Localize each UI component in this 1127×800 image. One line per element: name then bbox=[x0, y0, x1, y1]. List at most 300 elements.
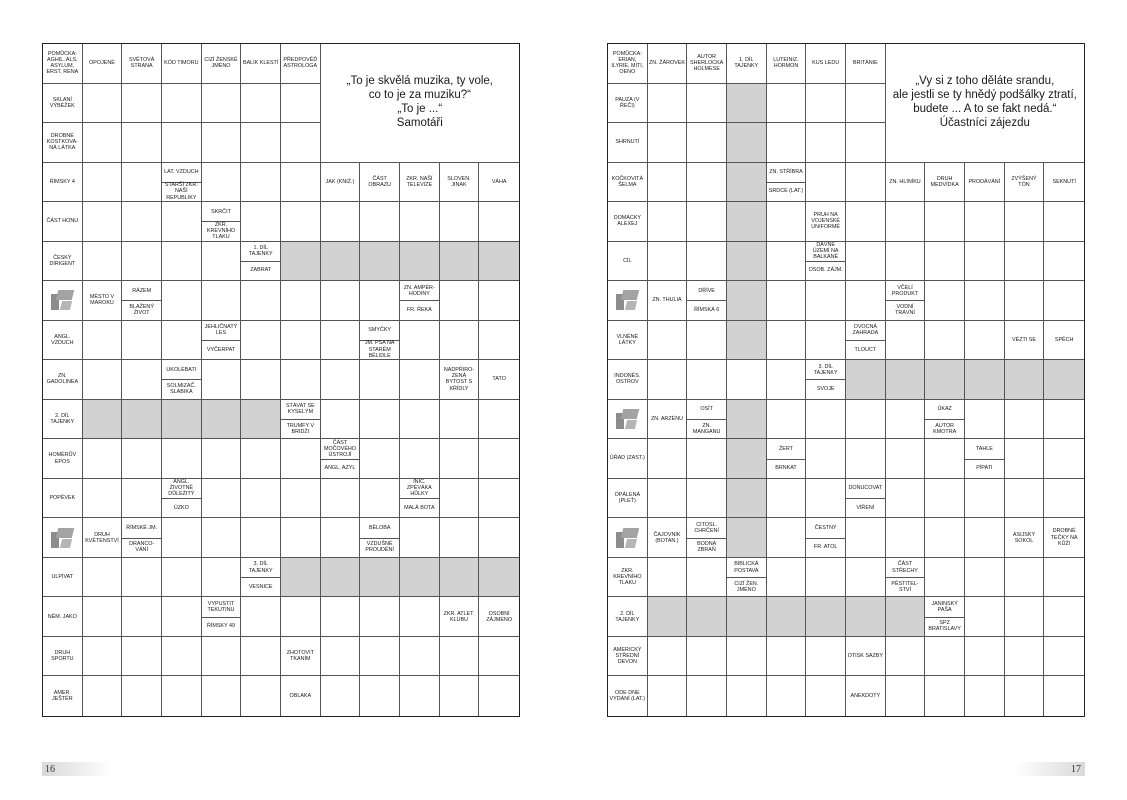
answer-cell[interactable] bbox=[360, 281, 400, 321]
shaded-answer-cell[interactable] bbox=[1005, 360, 1045, 400]
answer-cell[interactable] bbox=[440, 439, 480, 479]
answer-cell[interactable] bbox=[479, 479, 519, 519]
clue-cell bbox=[608, 597, 648, 637]
answer-cell[interactable] bbox=[479, 202, 519, 242]
answer-cell[interactable] bbox=[400, 321, 440, 361]
shaded-answer-cell[interactable] bbox=[281, 242, 321, 282]
answer-cell[interactable] bbox=[241, 84, 281, 124]
answer-cell[interactable] bbox=[360, 676, 400, 716]
answer-cell[interactable] bbox=[202, 439, 242, 479]
answer-cell[interactable] bbox=[321, 281, 361, 321]
answer-cell[interactable] bbox=[806, 163, 846, 203]
answer-cell[interactable] bbox=[360, 597, 400, 637]
answer-cell[interactable] bbox=[687, 321, 727, 361]
shaded-answer-cell[interactable] bbox=[925, 360, 965, 400]
clue-zn-arzenu: ZN. ARZÉNU bbox=[650, 415, 683, 422]
shaded-answer-cell[interactable] bbox=[727, 321, 767, 361]
clue-vypustit-tekutinu: VYPUSTIT TEKUTINU bbox=[207, 600, 235, 614]
answer-cell[interactable] bbox=[400, 400, 440, 440]
answer-cell[interactable] bbox=[846, 123, 886, 163]
shaded-answer-cell[interactable] bbox=[767, 597, 807, 637]
answer-cell[interactable] bbox=[241, 676, 281, 716]
answer-cell[interactable] bbox=[648, 439, 688, 479]
answer-cell[interactable] bbox=[241, 597, 281, 637]
answer-cell[interactable] bbox=[202, 676, 242, 716]
answer-cell[interactable] bbox=[281, 202, 321, 242]
clue-cell bbox=[43, 479, 83, 519]
answer-cell[interactable] bbox=[1044, 400, 1084, 440]
answer-cell[interactable] bbox=[767, 400, 807, 440]
clue-smycky: SMYČKY bbox=[368, 327, 392, 334]
answer-cell[interactable] bbox=[321, 597, 361, 637]
answer-cell[interactable] bbox=[886, 637, 926, 677]
answer-cell[interactable] bbox=[648, 242, 688, 282]
answer-cell[interactable] bbox=[965, 558, 1005, 598]
answer-cell[interactable] bbox=[83, 479, 123, 519]
answer-cell[interactable] bbox=[767, 479, 807, 519]
answer-cell[interactable] bbox=[687, 360, 727, 400]
answer-cell[interactable] bbox=[202, 360, 242, 400]
answer-cell[interactable] bbox=[1044, 676, 1084, 716]
shaded-answer-cell[interactable] bbox=[727, 518, 767, 558]
answer-cell[interactable] bbox=[648, 123, 688, 163]
answer-cell[interactable] bbox=[479, 321, 519, 361]
quote-box bbox=[886, 44, 1084, 163]
answer-cell[interactable] bbox=[965, 202, 1005, 242]
shaded-answer-cell[interactable] bbox=[727, 84, 767, 124]
clue-cell-split bbox=[281, 400, 321, 440]
answer-cell[interactable] bbox=[83, 84, 123, 124]
answer-cell[interactable] bbox=[162, 597, 202, 637]
answer-cell[interactable] bbox=[767, 242, 807, 282]
answer-cell[interactable] bbox=[122, 439, 162, 479]
answer-cell[interactable] bbox=[202, 518, 242, 558]
answer-cell[interactable] bbox=[925, 558, 965, 598]
answer-cell[interactable] bbox=[440, 637, 480, 677]
answer-cell[interactable] bbox=[122, 558, 162, 598]
clue-biblicka-postava: BIBLICKÁ POSTAVA bbox=[734, 561, 759, 574]
shaded-answer-cell[interactable] bbox=[727, 281, 767, 321]
answer-cell[interactable] bbox=[965, 321, 1005, 361]
answer-cell[interactable] bbox=[965, 479, 1005, 519]
answer-cell[interactable] bbox=[479, 518, 519, 558]
answer-cell[interactable] bbox=[83, 676, 123, 716]
shaded-answer-cell[interactable] bbox=[727, 163, 767, 203]
answer-cell[interactable] bbox=[241, 202, 281, 242]
answer-cell[interactable] bbox=[83, 439, 123, 479]
shaded-answer-cell[interactable] bbox=[846, 597, 886, 637]
answer-cell[interactable] bbox=[767, 123, 807, 163]
answer-cell[interactable] bbox=[122, 242, 162, 282]
answer-cell[interactable] bbox=[1005, 676, 1045, 716]
clue-cell bbox=[479, 597, 519, 637]
answer-cell[interactable] bbox=[321, 202, 361, 242]
answer-cell[interactable] bbox=[648, 321, 688, 361]
answer-cell[interactable] bbox=[1005, 242, 1045, 282]
answer-cell[interactable] bbox=[479, 400, 519, 440]
answer-cell[interactable] bbox=[767, 518, 807, 558]
answer-cell[interactable] bbox=[281, 163, 321, 203]
answer-cell[interactable] bbox=[321, 360, 361, 400]
answer-cell[interactable] bbox=[806, 637, 846, 677]
answer-cell[interactable] bbox=[321, 518, 361, 558]
answer-cell[interactable] bbox=[925, 242, 965, 282]
answer-cell[interactable] bbox=[400, 518, 440, 558]
answer-cell[interactable] bbox=[965, 242, 1005, 282]
answer-cell[interactable] bbox=[846, 400, 886, 440]
answer-cell[interactable] bbox=[965, 637, 1005, 677]
answer-cell[interactable] bbox=[806, 400, 846, 440]
answer-cell[interactable] bbox=[806, 321, 846, 361]
shaded-answer-cell[interactable] bbox=[727, 479, 767, 519]
answer-cell[interactable] bbox=[360, 360, 400, 400]
answer-cell[interactable] bbox=[767, 84, 807, 124]
shaded-answer-cell[interactable] bbox=[846, 360, 886, 400]
shaded-answer-cell[interactable] bbox=[1044, 360, 1084, 400]
answer-cell[interactable] bbox=[806, 439, 846, 479]
answer-cell[interactable] bbox=[162, 518, 202, 558]
answer-cell[interactable] bbox=[965, 676, 1005, 716]
answer-cell[interactable] bbox=[846, 163, 886, 203]
answer-cell[interactable] bbox=[925, 637, 965, 677]
answer-cell[interactable] bbox=[122, 84, 162, 124]
answer-cell[interactable] bbox=[767, 321, 807, 361]
answer-cell[interactable] bbox=[767, 676, 807, 716]
answer-cell[interactable] bbox=[83, 321, 123, 361]
answer-cell[interactable] bbox=[886, 518, 926, 558]
answer-cell[interactable] bbox=[281, 439, 321, 479]
answer-cell[interactable] bbox=[360, 479, 400, 519]
shaded-answer-cell[interactable] bbox=[360, 242, 400, 282]
answer-cell[interactable] bbox=[687, 676, 727, 716]
answer-cell[interactable] bbox=[162, 123, 202, 163]
answer-cell[interactable] bbox=[202, 84, 242, 124]
answer-cell[interactable] bbox=[767, 360, 807, 400]
answer-cell[interactable] bbox=[83, 360, 123, 400]
answer-cell[interactable] bbox=[648, 637, 688, 677]
answer-cell[interactable] bbox=[846, 518, 886, 558]
quote-line: budete ... A to se fakt nedá.“ bbox=[913, 102, 1057, 115]
answer-cell[interactable] bbox=[202, 558, 242, 598]
answer-cell[interactable] bbox=[479, 281, 519, 321]
clue-pauza-v-reci: PAUZA (V ŘEČI) bbox=[615, 96, 640, 109]
answer-cell[interactable] bbox=[122, 360, 162, 400]
shaded-answer-cell[interactable] bbox=[122, 400, 162, 440]
answer-cell[interactable] bbox=[360, 400, 400, 440]
answer-cell[interactable] bbox=[687, 202, 727, 242]
answer-cell[interactable] bbox=[321, 321, 361, 361]
answer-cell[interactable] bbox=[1044, 439, 1084, 479]
answer-cell[interactable] bbox=[1005, 558, 1045, 598]
shaded-answer-cell[interactable] bbox=[727, 439, 767, 479]
answer-cell[interactable] bbox=[727, 360, 767, 400]
shaded-answer-cell[interactable] bbox=[83, 400, 123, 440]
shaded-answer-cell[interactable] bbox=[727, 202, 767, 242]
answer-cell[interactable] bbox=[440, 518, 480, 558]
page-number-left: 16 bbox=[42, 762, 112, 776]
answer-cell[interactable] bbox=[400, 439, 440, 479]
answer-cell[interactable] bbox=[440, 479, 480, 519]
answer-cell[interactable] bbox=[440, 281, 480, 321]
answer-cell[interactable] bbox=[1044, 281, 1084, 321]
answer-cell[interactable] bbox=[321, 479, 361, 519]
answer-cell[interactable] bbox=[767, 202, 807, 242]
clue-2-dil-tajenky: 2. DÍL TAJENKY bbox=[50, 412, 75, 425]
answer-cell[interactable] bbox=[360, 439, 400, 479]
answer-cell[interactable] bbox=[321, 637, 361, 677]
answer-cell[interactable] bbox=[925, 676, 965, 716]
answer-cell[interactable] bbox=[806, 558, 846, 598]
answer-cell[interactable] bbox=[202, 123, 242, 163]
answer-cell[interactable] bbox=[83, 242, 123, 282]
answer-cell[interactable] bbox=[241, 518, 281, 558]
answer-cell[interactable] bbox=[440, 202, 480, 242]
answer-cell[interactable] bbox=[400, 360, 440, 400]
answer-cell[interactable] bbox=[122, 479, 162, 519]
answer-cell[interactable] bbox=[886, 202, 926, 242]
answer-cell[interactable] bbox=[241, 321, 281, 361]
answer-cell[interactable] bbox=[440, 321, 480, 361]
shaded-answer-cell[interactable] bbox=[440, 558, 480, 598]
shaded-answer-cell[interactable] bbox=[202, 400, 242, 440]
answer-cell[interactable] bbox=[281, 123, 321, 163]
clue-blazeny-zivot: BLAŽENÝ ŽIVOT bbox=[129, 303, 154, 317]
clue-cell bbox=[648, 400, 688, 440]
shaded-answer-cell[interactable] bbox=[360, 558, 400, 598]
answer-cell[interactable] bbox=[727, 637, 767, 677]
shaded-answer-cell[interactable] bbox=[241, 400, 281, 440]
answer-cell[interactable] bbox=[846, 202, 886, 242]
answer-cell[interactable] bbox=[241, 123, 281, 163]
answer-cell[interactable] bbox=[806, 123, 846, 163]
answer-cell[interactable] bbox=[162, 202, 202, 242]
answer-cell[interactable] bbox=[1005, 637, 1045, 677]
answer-cell[interactable] bbox=[925, 479, 965, 519]
answer-cell[interactable] bbox=[1044, 479, 1084, 519]
answer-cell[interactable] bbox=[281, 479, 321, 519]
shaded-answer-cell[interactable] bbox=[886, 360, 926, 400]
answer-cell[interactable] bbox=[162, 321, 202, 361]
shaded-answer-cell[interactable] bbox=[321, 558, 361, 598]
answer-cell[interactable] bbox=[479, 676, 519, 716]
answer-cell[interactable] bbox=[846, 281, 886, 321]
clue-3-dil-tajenky: 3. DÍL TAJENKY bbox=[813, 363, 838, 376]
answer-cell[interactable] bbox=[1005, 400, 1045, 440]
answer-cell[interactable] bbox=[241, 439, 281, 479]
shaded-answer-cell[interactable] bbox=[727, 400, 767, 440]
quote-source: Účastníci zájezdu bbox=[939, 116, 1030, 129]
answer-cell[interactable] bbox=[925, 321, 965, 361]
answer-cell[interactable] bbox=[122, 163, 162, 203]
answer-cell[interactable] bbox=[281, 518, 321, 558]
answer-cell[interactable] bbox=[440, 400, 480, 440]
clue-inic-zpevaka-hulky: INIC. ZPĚVÁKA HŮLKY bbox=[406, 479, 432, 498]
answer-cell[interactable] bbox=[122, 597, 162, 637]
shaded-answer-cell[interactable] bbox=[321, 242, 361, 282]
answer-cell[interactable] bbox=[122, 123, 162, 163]
answer-cell[interactable] bbox=[687, 242, 727, 282]
answer-cell[interactable] bbox=[162, 676, 202, 716]
answer-cell[interactable] bbox=[321, 400, 361, 440]
answer-cell[interactable] bbox=[440, 676, 480, 716]
answer-cell[interactable] bbox=[886, 479, 926, 519]
answer-cell[interactable] bbox=[965, 400, 1005, 440]
answer-cell[interactable] bbox=[767, 558, 807, 598]
shaded-answer-cell[interactable] bbox=[400, 558, 440, 598]
answer-cell[interactable] bbox=[281, 597, 321, 637]
shaded-answer-cell[interactable] bbox=[727, 597, 767, 637]
answer-cell[interactable] bbox=[648, 479, 688, 519]
answer-cell[interactable] bbox=[479, 637, 519, 677]
answer-cell[interactable] bbox=[846, 558, 886, 598]
answer-cell[interactable] bbox=[241, 281, 281, 321]
answer-cell[interactable] bbox=[767, 281, 807, 321]
answer-cell[interactable] bbox=[360, 202, 400, 242]
answer-cell[interactable] bbox=[806, 479, 846, 519]
shaded-answer-cell[interactable] bbox=[281, 558, 321, 598]
answer-cell[interactable] bbox=[1005, 202, 1045, 242]
answer-cell[interactable] bbox=[83, 202, 123, 242]
answer-cell[interactable] bbox=[400, 637, 440, 677]
clue-cell bbox=[43, 558, 83, 598]
answer-cell[interactable] bbox=[162, 281, 202, 321]
answer-cell[interactable] bbox=[281, 360, 321, 400]
answer-cell[interactable] bbox=[1005, 281, 1045, 321]
answer-cell[interactable] bbox=[846, 84, 886, 124]
clue-cell-split bbox=[806, 518, 846, 558]
answer-cell[interactable] bbox=[1044, 558, 1084, 598]
answer-cell[interactable] bbox=[321, 676, 361, 716]
answer-cell[interactable] bbox=[83, 558, 123, 598]
answer-cell[interactable] bbox=[648, 558, 688, 598]
answer-cell[interactable] bbox=[886, 676, 926, 716]
clue-cell bbox=[400, 163, 440, 203]
answer-cell[interactable] bbox=[648, 676, 688, 716]
answer-cell[interactable] bbox=[360, 637, 400, 677]
shaded-answer-cell[interactable] bbox=[886, 597, 926, 637]
answer-cell[interactable] bbox=[400, 202, 440, 242]
answer-cell[interactable] bbox=[687, 479, 727, 519]
publisher-logo-icon bbox=[608, 518, 648, 558]
shaded-answer-cell[interactable] bbox=[806, 597, 846, 637]
answer-cell[interactable] bbox=[687, 84, 727, 124]
clue-anekdoty: ANEKDOTY bbox=[850, 693, 881, 700]
answer-cell[interactable] bbox=[687, 163, 727, 203]
answer-cell[interactable] bbox=[648, 163, 688, 203]
answer-cell[interactable] bbox=[241, 163, 281, 203]
answer-cell[interactable] bbox=[202, 281, 242, 321]
clue-cizi-zenske-jmeno: CIZÍ ŽENSKÉ JMÉNO bbox=[204, 57, 238, 70]
answer-cell[interactable] bbox=[1044, 242, 1084, 282]
shaded-answer-cell[interactable] bbox=[727, 123, 767, 163]
clue-zabrat: ZABRAT bbox=[250, 267, 272, 274]
answer-cell[interactable] bbox=[648, 84, 688, 124]
answer-cell[interactable] bbox=[727, 676, 767, 716]
answer-cell[interactable] bbox=[202, 637, 242, 677]
shaded-answer-cell[interactable] bbox=[440, 242, 480, 282]
answer-cell[interactable] bbox=[202, 479, 242, 519]
answer-cell[interactable] bbox=[767, 637, 807, 677]
answer-cell[interactable] bbox=[83, 123, 123, 163]
answer-cell[interactable] bbox=[1044, 637, 1084, 677]
answer-cell[interactable] bbox=[1044, 597, 1084, 637]
answer-cell[interactable] bbox=[281, 84, 321, 124]
answer-cell[interactable] bbox=[1005, 479, 1045, 519]
answer-cell[interactable] bbox=[925, 518, 965, 558]
answer-cell[interactable] bbox=[122, 321, 162, 361]
answer-cell[interactable] bbox=[83, 597, 123, 637]
answer-cell[interactable] bbox=[83, 163, 123, 203]
answer-cell[interactable] bbox=[479, 439, 519, 479]
answer-cell[interactable] bbox=[162, 558, 202, 598]
shaded-answer-cell[interactable] bbox=[479, 558, 519, 598]
answer-cell[interactable] bbox=[281, 281, 321, 321]
answer-cell[interactable] bbox=[886, 439, 926, 479]
answer-cell[interactable] bbox=[241, 479, 281, 519]
clue-kus-ledu: KUS LEDU bbox=[812, 60, 840, 67]
clue-jm-psa-na-starem-belidle: JM. PSA NA STARÉM BĚLIDLE bbox=[364, 340, 395, 359]
answer-cell[interactable] bbox=[202, 163, 242, 203]
answer-cell[interactable] bbox=[648, 202, 688, 242]
answer-cell[interactable] bbox=[687, 439, 727, 479]
shaded-answer-cell[interactable] bbox=[965, 360, 1005, 400]
answer-cell[interactable] bbox=[122, 202, 162, 242]
answer-cell[interactable] bbox=[281, 321, 321, 361]
answer-cell[interactable] bbox=[886, 321, 926, 361]
shaded-answer-cell[interactable] bbox=[479, 242, 519, 282]
answer-cell[interactable] bbox=[925, 281, 965, 321]
clue-drobne-tecky-na-kuzi: DROBNÉ TEČKY NA KŮŽI bbox=[1050, 528, 1078, 547]
answer-cell[interactable] bbox=[1005, 597, 1045, 637]
answer-cell[interactable] bbox=[202, 242, 242, 282]
answer-cell[interactable] bbox=[886, 242, 926, 282]
answer-cell[interactable] bbox=[83, 637, 123, 677]
answer-cell[interactable] bbox=[162, 84, 202, 124]
shaded-answer-cell[interactable] bbox=[727, 242, 767, 282]
answer-cell[interactable] bbox=[806, 281, 846, 321]
answer-cell[interactable] bbox=[965, 597, 1005, 637]
shaded-answer-cell[interactable] bbox=[687, 597, 727, 637]
answer-cell[interactable] bbox=[162, 242, 202, 282]
answer-cell[interactable] bbox=[241, 637, 281, 677]
answer-cell[interactable] bbox=[846, 242, 886, 282]
answer-cell[interactable] bbox=[122, 637, 162, 677]
answer-cell[interactable] bbox=[122, 676, 162, 716]
answer-cell[interactable] bbox=[846, 439, 886, 479]
answer-cell[interactable] bbox=[400, 676, 440, 716]
answer-cell[interactable] bbox=[687, 558, 727, 598]
answer-cell[interactable] bbox=[687, 637, 727, 677]
answer-cell[interactable] bbox=[806, 676, 846, 716]
answer-cell[interactable] bbox=[400, 597, 440, 637]
answer-cell[interactable] bbox=[806, 84, 846, 124]
shaded-answer-cell[interactable] bbox=[162, 400, 202, 440]
answer-cell[interactable] bbox=[886, 400, 926, 440]
answer-cell[interactable] bbox=[241, 360, 281, 400]
answer-cell[interactable] bbox=[925, 202, 965, 242]
answer-cell[interactable] bbox=[648, 360, 688, 400]
shaded-answer-cell[interactable] bbox=[400, 242, 440, 282]
answer-cell[interactable] bbox=[1044, 202, 1084, 242]
answer-cell[interactable] bbox=[1005, 439, 1045, 479]
answer-cell[interactable] bbox=[925, 439, 965, 479]
shaded-answer-cell[interactable] bbox=[648, 597, 688, 637]
answer-cell[interactable] bbox=[162, 637, 202, 677]
answer-cell[interactable] bbox=[687, 123, 727, 163]
answer-cell[interactable] bbox=[162, 439, 202, 479]
answer-cell[interactable] bbox=[965, 518, 1005, 558]
answer-cell[interactable] bbox=[965, 281, 1005, 321]
